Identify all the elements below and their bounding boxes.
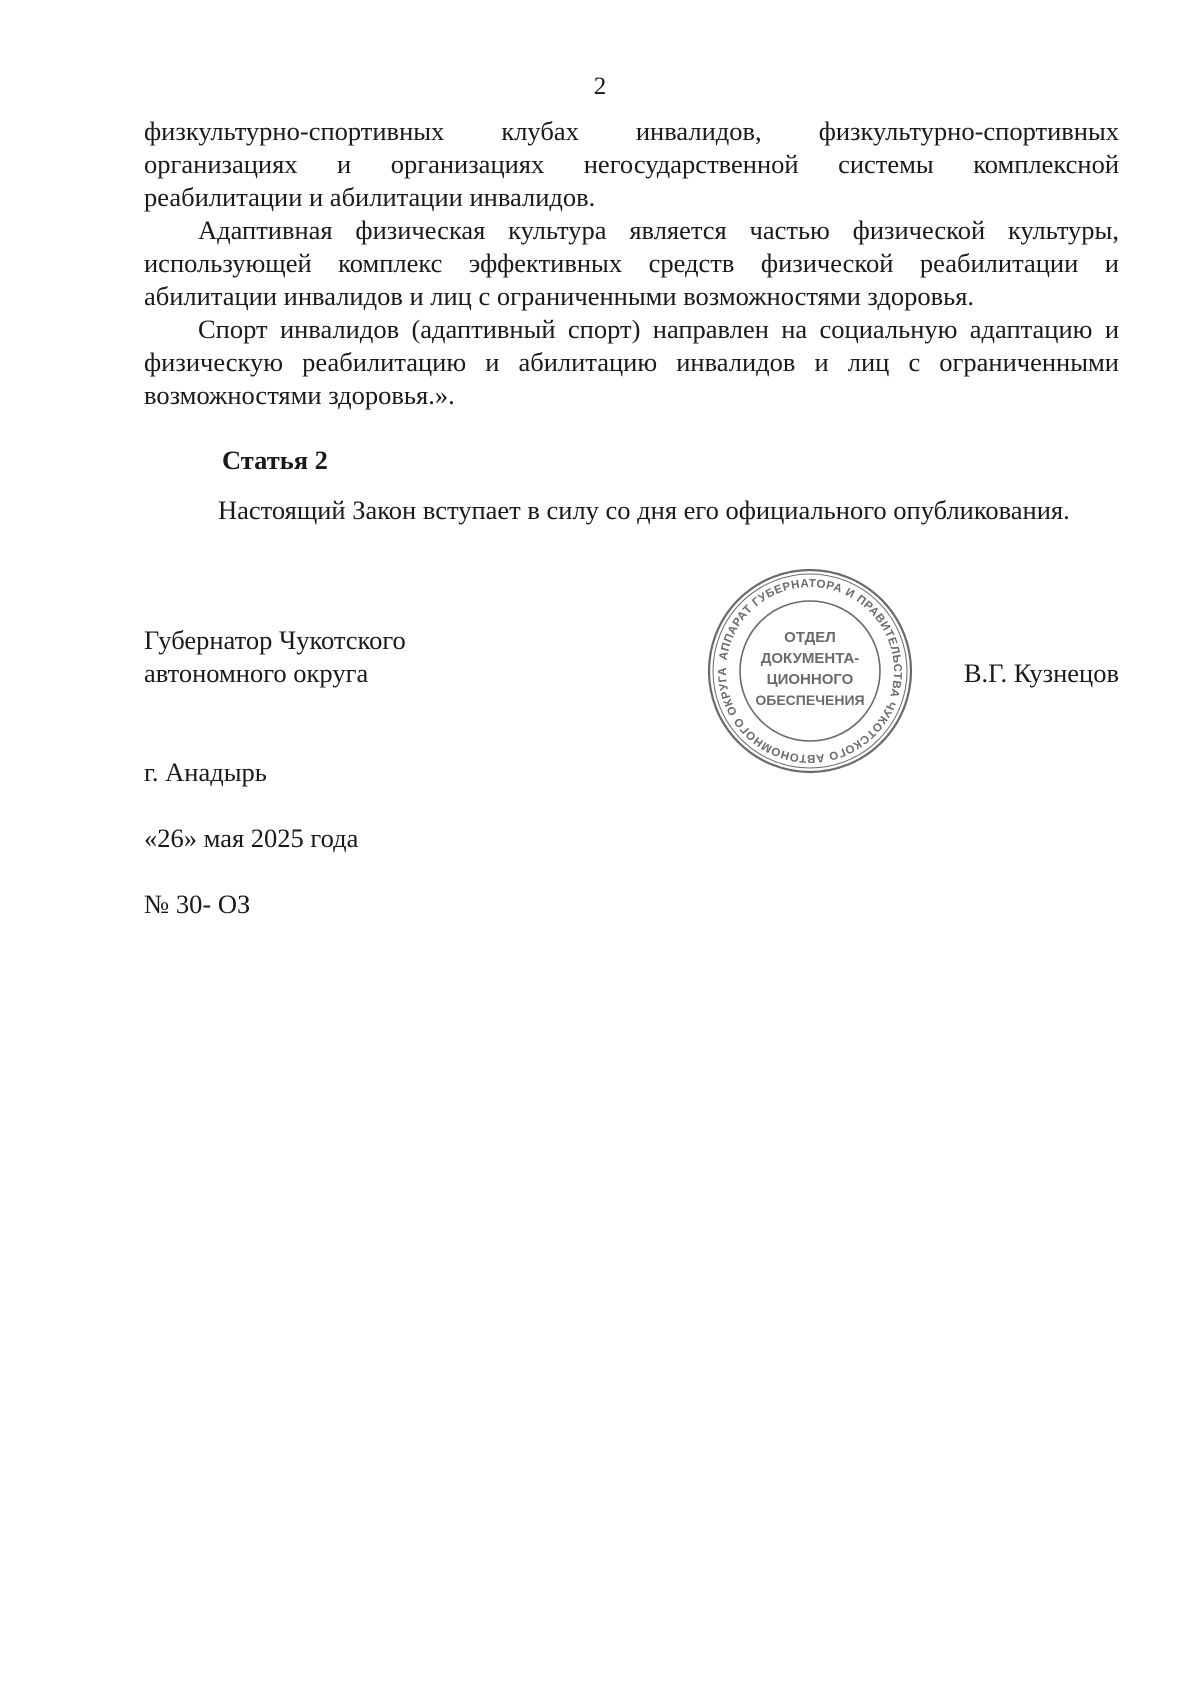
signature-title <box>144 624 406 690</box>
stamp-center-line2: ДОКУМЕНТА- <box>760 650 860 667</box>
signature-title-line1: Губернатор Чукотского <box>144 625 406 655</box>
law-number: № 30- ОЗ <box>144 889 251 919</box>
page-number: 2 <box>593 73 607 100</box>
paragraph-adaptive-culture: Адаптивная физическая культура является частью физической культуры, использующей комплекс эффективных средств физической реабилитации и абилитации инвалидов и лиц с ограниченными возможностями здоровья. <box>144 215 1119 311</box>
article-text: Настоящий Закон вступает в силу со дня его официального опубликования. <box>218 495 1070 525</box>
article-heading: Статья 2 <box>222 445 328 475</box>
signature-name: В.Г. Кузнецов <box>963 658 1119 688</box>
paragraph-adaptive-sport: Спорт инвалидов (адаптивный спорт) направлен на социальную адаптацию и физическую реабилитацию и абилитацию инвалидов и лиц с ограниченными возможностями здоровья.». <box>144 314 1119 410</box>
stamp-center-line3: ЦИОННОГО <box>766 671 854 688</box>
law-date: «26» мая 2025 года <box>144 823 359 853</box>
signature-title-line2: автономного округа <box>144 658 369 688</box>
body-text <box>144 115 1119 412</box>
stamp-center-line1: ОТДЕЛ <box>784 629 836 646</box>
paragraph-continuation: физкультурно-спортивных клубах инвалидов, физкультурно-спортивных организациях и организациях негосударственной системы комплексной реабилитации и абилитации инвалидов. <box>144 116 1119 212</box>
place: г. Анадырь <box>144 757 267 787</box>
official-stamp <box>705 566 915 776</box>
stamp-ring-text: АППАРАТ ГУБЕРНАТОРА И ПРАВИТЕЛЬСТВА ЧУКОТСКОГО АВТОНОМНОГО ОКРУГА <box>716 577 904 765</box>
stamp-center-line4: ОБЕСПЕЧЕНИЯ <box>755 692 865 708</box>
